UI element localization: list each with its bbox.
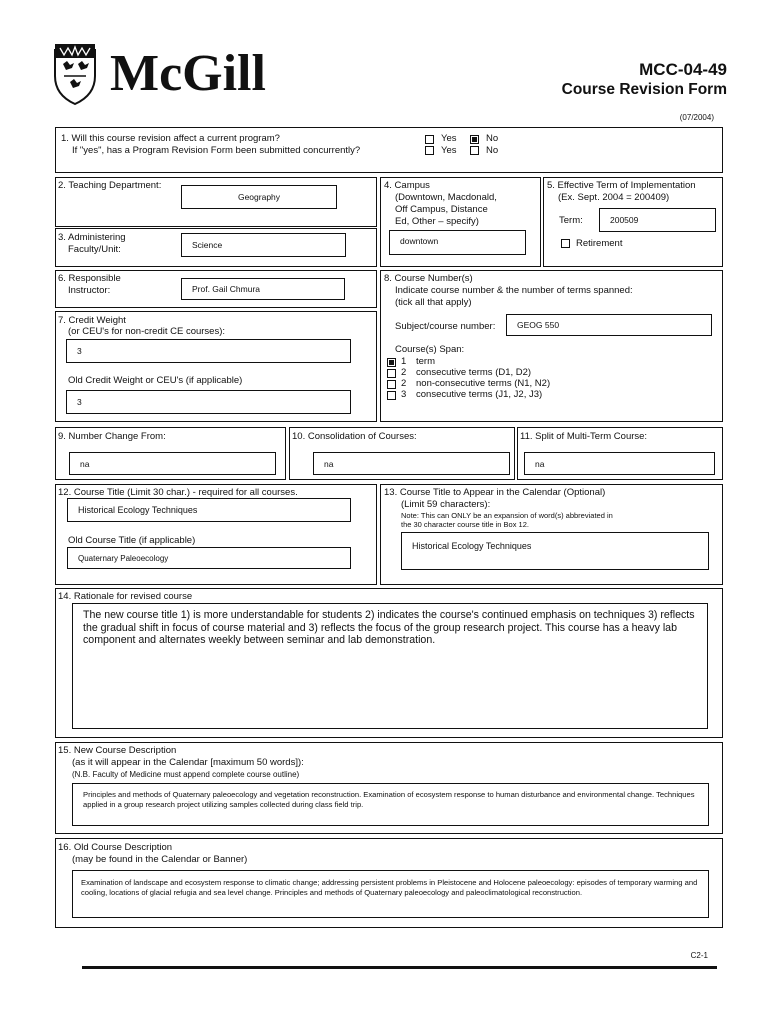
split-multi-term-field[interactable]: na: [524, 452, 715, 475]
q4-line2: (Downtown, Macdonald,: [395, 192, 497, 203]
q1-form-no-label: No: [486, 145, 499, 156]
q13-label1: 13. Course Title to Appear in the Calendar (Optional): [384, 487, 606, 498]
q11-label: 11. Split of Multi-Term Course:: [520, 431, 648, 442]
retirement-label: Retirement: [576, 238, 623, 249]
mcgill-logo: [52, 42, 312, 112]
form-date: (07/2004): [679, 113, 714, 122]
effective-term-field[interactable]: 200509: [599, 208, 716, 232]
consolidation-of-courses-field[interactable]: na: [313, 452, 510, 475]
q3-label2: Faculty/Unit:: [68, 244, 121, 255]
q16-label1: 16. Old Course Description: [58, 842, 173, 853]
q13-note2: the 30 character course title in Box 12.: [401, 520, 529, 529]
span-option-number: 3: [401, 389, 407, 400]
q7-old-label: Old Credit Weight or CEU's (if applicable): [68, 375, 243, 386]
q8-subject-label: Subject/course number:: [395, 321, 496, 332]
q1-no-label: No: [486, 133, 499, 144]
form-title: Course Revision Form: [561, 81, 727, 98]
retirement-checkbox[interactable]: [561, 239, 570, 248]
q12-old-label: Old Course Title (if applicable): [68, 535, 196, 546]
footer-rule: [82, 966, 717, 969]
span-option-text: term: [416, 356, 435, 367]
q13-label2: (Limit 59 characters):: [401, 499, 491, 510]
q7-label2: (or CEU's for non-credit CE courses):: [68, 326, 226, 337]
new-course-description-text: Principles and methods of Quaternary paleoecology and vegetation reconstruction. Examination of ecosystem response to human disturbance and environmental change. Techniques applied in a group research project utilizing samples collected during class field trip.: [83, 790, 695, 809]
number-change-from-field[interactable]: na: [69, 452, 276, 475]
span-option-number: 2: [401, 378, 407, 389]
calendar-course-title-field[interactable]: Historical Ecology Techniques: [401, 532, 709, 570]
course-title-field[interactable]: Historical Ecology Techniques: [67, 498, 351, 522]
old-course-description-text: Examination of landscape and ecosystem response to climatic change; addressing persistent problems in Pleistocene and Holocene paleoecology: episodes of temporary warming and cooling, locations of glacial refugia and sea level change. Principles and methods of Quaternary paleoecology and paleoclimatological reconstruction.: [81, 878, 698, 897]
q3-label1: 3. Administering: [58, 232, 126, 243]
q8-label2: Indicate course number & the number of terms spanned:: [395, 285, 633, 296]
q4-line1: 4. Campus: [384, 180, 430, 191]
q1-yes-label: Yes: [441, 133, 457, 144]
span-option-text: consecutive terms (J1, J2, J3): [416, 389, 543, 400]
span-3-consecutive-checkbox[interactable]: [387, 391, 396, 400]
q12-label: 12. Course Title (Limit 30 char.) - required for all courses.: [58, 487, 298, 498]
form-code: MCC-04-49: [639, 60, 727, 79]
subject-course-number-field[interactable]: GEOG 550: [506, 314, 712, 336]
q15-label2: (as it will appear in the Calendar [maximum 50 words]):: [72, 757, 304, 768]
campus-field[interactable]: downtown: [389, 230, 526, 255]
q2-label: 2. Teaching Department:: [58, 180, 162, 191]
q13-note1: Note: This can ONLY be an expansion of word(s) abbreviated in: [401, 511, 613, 520]
q4-line4: Ed, Other – specify): [395, 216, 479, 227]
span-option-number: 1: [401, 356, 407, 367]
q16-label2: (may be found in the Calendar or Banner): [72, 854, 248, 865]
credit-weight-field[interactable]: 3: [66, 339, 351, 363]
q6-label1: 6. Responsible: [58, 273, 121, 284]
q15-label1: 15. New Course Description: [58, 745, 177, 756]
q1-form-yes-label: Yes: [441, 145, 457, 156]
q8-span-label: Course(s) Span:: [395, 344, 465, 355]
q1-no-checkbox[interactable]: [470, 135, 479, 144]
q10-label: 10. Consolidation of Courses:: [292, 431, 417, 442]
span-2-consecutive-checkbox[interactable]: [387, 369, 396, 378]
q5-term-label: Term:: [559, 215, 583, 226]
old-credit-weight-field[interactable]: 3: [66, 390, 351, 414]
teaching-department-field[interactable]: Geography: [181, 185, 337, 209]
q5-line1: 5. Effective Term of Implementation: [547, 180, 696, 191]
q6-label2: Instructor:: [68, 285, 111, 296]
q1-form-yes-checkbox[interactable]: [425, 146, 434, 155]
q1-form-no-checkbox[interactable]: [470, 146, 479, 155]
q8-label1: 8. Course Number(s): [384, 273, 473, 284]
span-1-term-checkbox[interactable]: [387, 358, 396, 367]
q5-line2: (Ex. Sept. 2004 = 200409): [558, 192, 670, 203]
q1-line1: 1. Will this course revision affect a current program?: [61, 133, 280, 144]
page-code: C2-1: [690, 951, 708, 960]
logo-wordmark: McGill: [110, 45, 266, 102]
rationale-text: The new course title 1) is more understandable for students 2) indicates the course's continued emphasis on techniques 3) reflects the gradual shift in focus of course material and 3) reflects the focus of the group research project. This course has a heavy lab component and alternates weekly between seminar and lab demonstration.: [83, 609, 695, 646]
q4-line3: Off Campus, Distance: [395, 204, 488, 215]
q15-label3: (N.B. Faculty of Medicine must append complete course outline): [72, 770, 300, 779]
span-option-text: non-consecutive terms (N1, N2): [416, 378, 551, 389]
q7-label1: 7. Credit Weight: [58, 315, 126, 326]
q8-label3: (tick all that apply): [395, 297, 472, 308]
q1-yes-checkbox[interactable]: [425, 135, 434, 144]
span-option-text: consecutive terms (D1, D2): [416, 367, 532, 378]
administering-faculty-field[interactable]: Science: [181, 233, 346, 257]
q1-line2: If "yes", has a Program Revision Form been submitted concurrently?: [72, 145, 361, 156]
span-2-non-consecutive-checkbox[interactable]: [387, 380, 396, 389]
q9-label: 9. Number Change From:: [58, 431, 166, 442]
span-option-number: 2: [401, 367, 407, 378]
q14-label: 14. Rationale for revised course: [58, 591, 193, 602]
old-course-title-field[interactable]: Quaternary Paleoecology: [67, 547, 351, 569]
mcgill-crest-icon: [52, 42, 98, 106]
responsible-instructor-field[interactable]: Prof. Gail Chmura: [181, 278, 345, 300]
